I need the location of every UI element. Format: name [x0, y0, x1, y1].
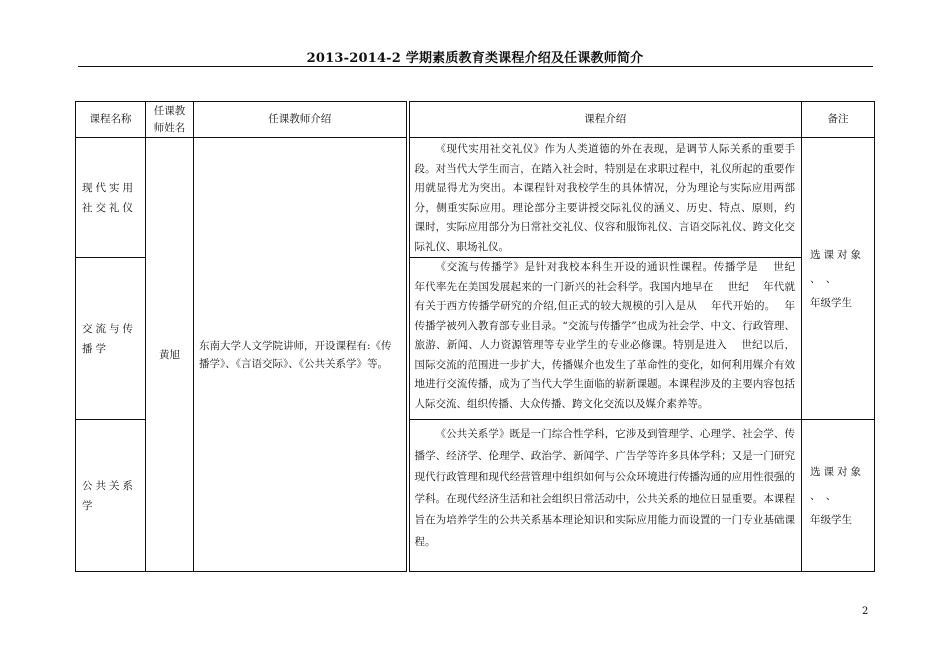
course-name-cell: 现代实用社交礼仪: [76, 138, 146, 258]
header-teacher-name-text: 任课教师姓名: [153, 104, 186, 134]
teacher-intro-cell: 东南大学人文学院讲师，开设课程有:《传播学》、《言语交际》、《公共关系学》等。: [194, 138, 408, 572]
remark-line-3: 年级学生: [810, 296, 852, 309]
remark-line-2: 、 、: [810, 272, 837, 285]
header-teacher-intro: 任课教师介绍: [194, 102, 408, 138]
course-name-cell: 公共关系学: [76, 420, 146, 572]
remark-cell: [802, 138, 875, 420]
course-description-text: 《现代实用社交礼仪》作为人类道德的外在表现，是调节人际关系的重要手段。对当代大学生而言，在踏入社会时，特别是在求职过程中，礼仪所起的重要作用就显得尤为突出。本课程针对我校学生的具体情况，分为理论与实际应用两部分，侧重实际应用。理论部分主要讲授交际礼仪的涵义、历史、特点、原则，约 课时，实际应用部分为日常社交礼仪、仪容和服饰礼仪、言语交际礼仪、跨文化交际礼仪、职场礼仪。: [414, 143, 809, 253]
remark-line-3: 年级学生: [810, 513, 852, 526]
header-course-name: 课程名称: [76, 102, 146, 138]
course-description-text: 《公共关系学》既是一门综合性学科，它涉及到管理学、心理学、社会学、传播学、经济学、伦理学、政治学、新闻学、广告学等许多具体学科；又是一门研究现代行政管理和现代经营管理中组织如何与公众环境进行传播沟通的应用性很强的学科。在现代经济生活和社会组织日常活动中，公共关系的地位日显重要。本课程旨在为培养学生的公共关系基本理论知识和实际应用能力而设置的一门专业基础课程。: [414, 428, 795, 548]
teacher-name-cell: 黄旭: [146, 138, 194, 572]
remark-line-1: 选课对象: [810, 465, 864, 478]
course-description-text: 《交流与传播学》是针对我校本科生开设的通识性课程。传播学是 世纪 年代率先在美国发展起来的一门新兴的社会科学。我国内地早在 世纪 年代就有关于西方传播学研究的介绍,但正式的较大规模的引入是从 年代开始的。 年传播学被列入教育部专业目录。“交流与传播学”也成为社会学、中文、行政管理、旅游、新闻、人力资源管理等专业学生的专业必修课。特别是进入 世纪以后，国际交流的范围进一步扩大，传播媒介也发生了革命性的变化，如何利用媒介有效地进行交流传播，成为了当代大学生面临的崭新课题。本课程涉及的主要内容包括人际交流、组织传播、大众传播、跨文化交流以及媒介素养等。: [414, 261, 809, 410]
header-remark: 备注: [802, 102, 875, 138]
course-table: [75, 101, 875, 572]
course-name-cell: 交流与传播学: [76, 258, 146, 420]
header-rule: [78, 66, 873, 67]
remark-line-1: 选课对象: [810, 248, 864, 261]
remark-cell: [802, 420, 875, 572]
page-number: 2: [862, 606, 869, 617]
header-course-intro: 课程介绍: [408, 102, 802, 138]
course-description-cell: [408, 258, 809, 420]
header-teacher-name: [146, 102, 194, 138]
table-header-row: [76, 102, 875, 138]
table-row: [76, 138, 875, 258]
course-description-cell: [408, 138, 809, 258]
remark-line-2: 、 、: [810, 489, 837, 502]
page-title: 2013-2014-2 学期素质教育类课程介绍及任课教师简介: [306, 51, 644, 66]
course-description-cell: [408, 420, 802, 572]
